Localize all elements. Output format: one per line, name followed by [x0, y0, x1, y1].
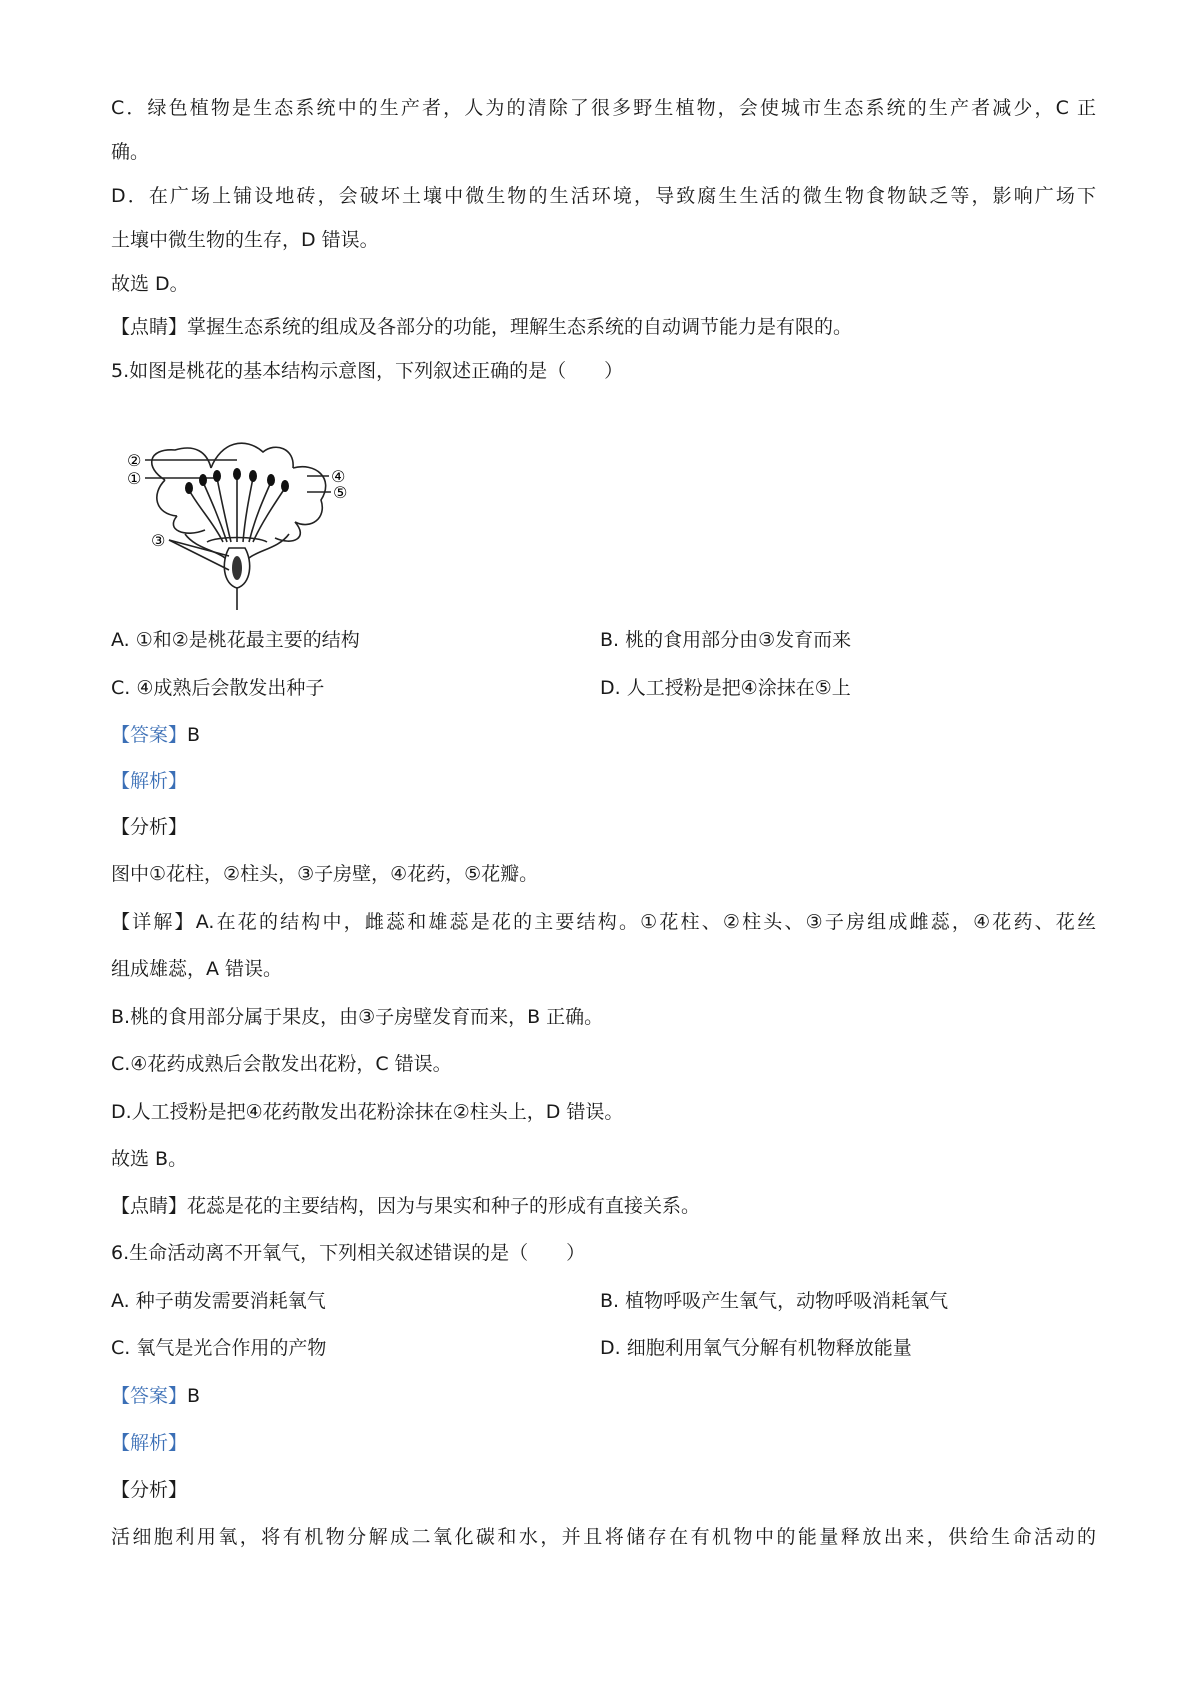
q5-detail-d: D.人工授粉是把④花药散发出花粉涂抹在②柱头上，D 错误。	[111, 1101, 624, 1123]
q5-option-a: A. ①和②是桃花最主要的结构	[111, 629, 360, 651]
figure-label-3: ③	[151, 531, 166, 550]
q5-option-d: D. 人工授粉是把④涂抹在⑤上	[600, 677, 851, 699]
q5-detail-b: B.桃的食用部分属于果皮，由③子房壁发育而来，B 正确。	[111, 1006, 604, 1028]
figure-label-5: ⑤	[333, 483, 348, 502]
q4-option-c-line1: C．绿色植物是生态系统中的生产者，人为的清除了很多野生植物，会使城市生态系统的生产者减少，C 正	[111, 97, 1096, 119]
q5-stem: 5.如图是桃花的基本结构示意图，下列叙述正确的是（ ）	[111, 360, 624, 382]
peach-flower-diagram	[125, 438, 365, 610]
q5-jiexi-tag: 【解析】	[111, 770, 188, 792]
answer-tag: 【答案】	[111, 1385, 188, 1407]
xiangjie-tag: 【详解】	[111, 911, 196, 933]
q6-answer	[111, 1383, 200, 1409]
answer-value: B	[187, 1385, 201, 1407]
q4-option-d-line1: D．在广场上铺设地砖，会破坏土壤中微生物的生活环境，导致腐生生活的微生物食物缺乏等，影响广场下	[111, 185, 1096, 207]
q6-fenxi-tag: 【分析】	[111, 1479, 188, 1501]
q6-option-c: C. 氧气是光合作用的产物	[111, 1337, 327, 1359]
xiangjie-text: A.在花的结构中，雌蕊和雄蕊是花的主要结构。①花柱、②柱头、③子房组成雌蕊，④花药、花丝	[195, 911, 1096, 933]
q6-option-d: D. 细胞利用氧气分解有机物释放能量	[600, 1337, 912, 1359]
q5-xiangjie-line1	[111, 909, 1096, 935]
q5-dianjing	[111, 1193, 700, 1219]
q5-choose: 故选 B。	[111, 1148, 188, 1170]
dianjing-tag: 【点睛】	[111, 1195, 188, 1217]
q4-choose: 故选 D。	[111, 273, 189, 295]
figure-label-4: ④	[331, 467, 346, 486]
q6-fenxi-text: 活细胞利用氧，将有机物分解成二氧化碳和水，并且将储存在有机物中的能量释放出来，供给生命活动的	[111, 1526, 1096, 1548]
q5-option-c: C. ④成熟后会散发出种子	[111, 677, 325, 699]
dianjing-text: 花蕊是花的主要结构，因为与果实和种子的形成有直接关系。	[187, 1195, 701, 1217]
q6-option-b: B. 植物呼吸产生氧气，动物呼吸消耗氧气	[600, 1290, 949, 1312]
peach-flower-drawing	[125, 438, 365, 610]
q5-option-b: B. 桃的食用部分由③发育而来	[600, 629, 852, 651]
figure-label-2: ②	[127, 451, 142, 470]
q5-answer	[111, 722, 200, 748]
dianjing-tag: 【点睛】	[111, 316, 188, 338]
q5-detail-c: C.④花药成熟后会散发出花粉，C 错误。	[111, 1053, 452, 1075]
q5-fenxi-tag: 【分析】	[111, 816, 188, 838]
q6-stem: 6.生命活动离不开氧气，下列相关叙述错误的是（ ）	[111, 1242, 586, 1264]
q4-dianjing	[111, 314, 852, 340]
answer-tag: 【答案】	[111, 724, 188, 746]
q4-option-c-line2: 确。	[111, 141, 150, 163]
answer-value: B	[187, 724, 201, 746]
q5-xiangjie-line2: 组成雄蕊，A 错误。	[111, 958, 283, 980]
dianjing-text: 掌握生态系统的组成及各部分的功能，理解生态系统的自动调节能力是有限的。	[187, 316, 853, 338]
q6-jiexi-tag: 【解析】	[111, 1432, 188, 1454]
q4-option-d-line2: 土壤中微生物的生存，D 错误。	[111, 229, 379, 251]
q6-option-a: A. 种子萌发需要消耗氧气	[111, 1290, 326, 1312]
figure-label-1: ①	[127, 469, 142, 488]
q5-fenxi-text: 图中①花柱，②柱头，③子房壁，④花药，⑤花瓣。	[111, 863, 539, 885]
